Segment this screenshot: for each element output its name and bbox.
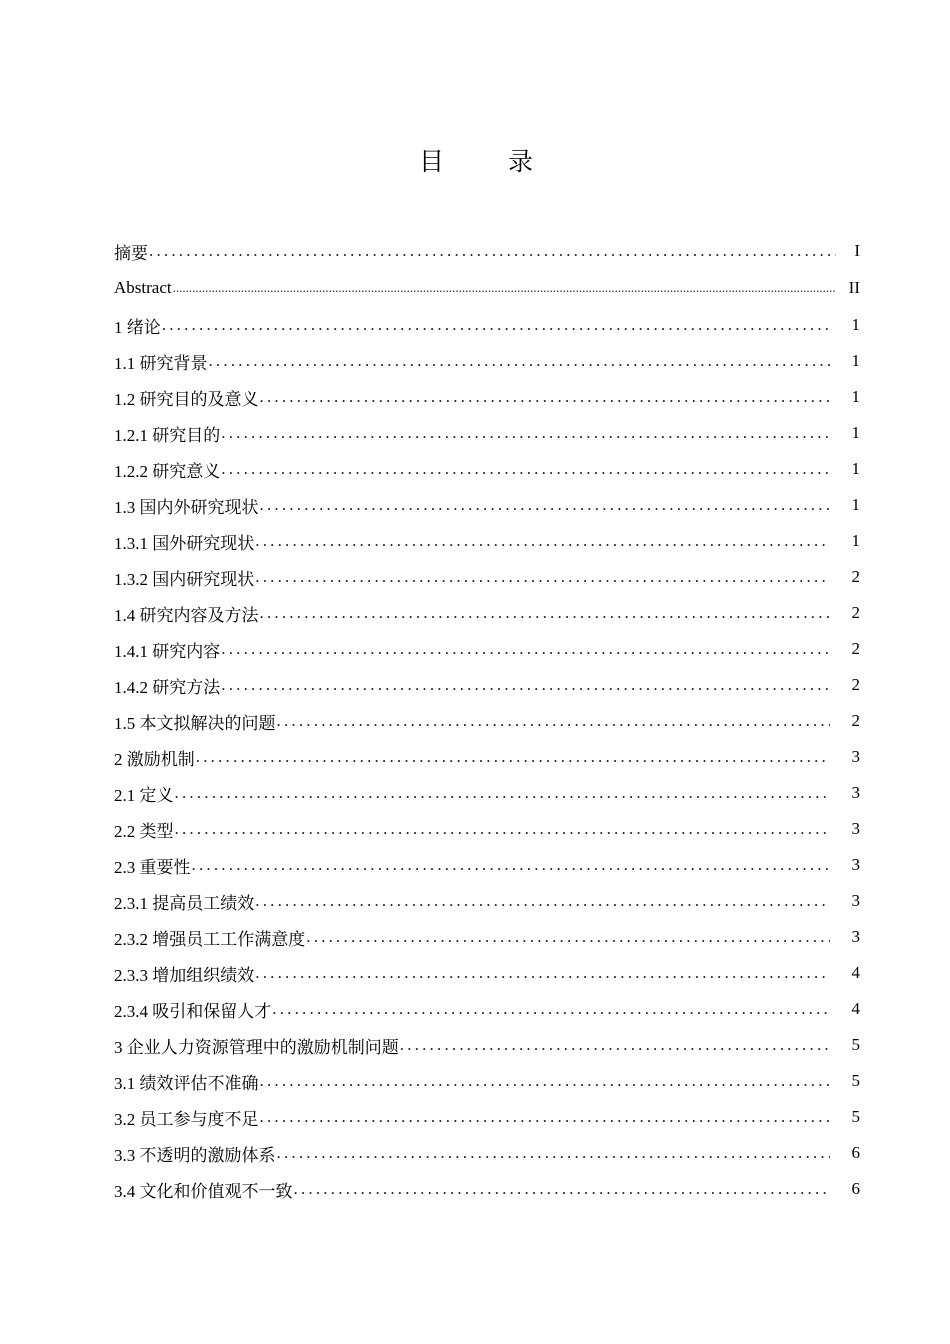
toc-entry[interactable] xyxy=(114,703,860,739)
toc-entry-label: 2.3.3 增加组织绩效 xyxy=(114,965,255,985)
toc-leader-dots xyxy=(175,783,831,803)
toc-leader-dots xyxy=(149,241,836,261)
toc-leader-dots xyxy=(255,891,830,911)
toc-entry[interactable] xyxy=(114,233,860,269)
toc-entry-page: 2 xyxy=(851,675,860,694)
toc-leader-dots xyxy=(260,495,831,515)
toc-entry-label: Abstract xyxy=(114,278,172,297)
toc-entry-label: 1.2.2 研究意义 xyxy=(114,461,221,481)
toc-leader-dots xyxy=(162,315,830,335)
toc-entry[interactable] xyxy=(114,847,860,883)
toc-entry[interactable] xyxy=(114,919,860,955)
toc-leader-dots xyxy=(400,1035,830,1055)
toc-entry-label: 1.3.2 国内研究现状 xyxy=(114,569,255,589)
toc-entry-page: 5 xyxy=(851,1107,860,1126)
toc-entry-page: 5 xyxy=(851,1035,860,1054)
toc-entry-label: 2.1 定义 xyxy=(114,785,174,805)
toc-entry-label: 1.1 研究背景 xyxy=(114,353,208,373)
toc-entry[interactable] xyxy=(114,1135,860,1171)
toc-entry[interactable] xyxy=(114,343,860,379)
toc-entry-page: 1 xyxy=(851,423,860,442)
toc-entry[interactable] xyxy=(114,1063,860,1099)
toc-leader-dots xyxy=(260,1107,831,1127)
toc-entry-page: 4 xyxy=(851,963,860,982)
toc-entry-label: 1.2 研究目的及意义 xyxy=(114,389,259,409)
toc-entry-label: 1.4.2 研究方法 xyxy=(114,677,221,697)
toc-leader-dots xyxy=(255,963,830,983)
toc-entry-label: 3.3 不透明的激励体系 xyxy=(114,1145,276,1165)
toc-leader-dots xyxy=(221,459,830,479)
toc-entry-page: 6 xyxy=(851,1179,860,1198)
toc-entry-label: 1.4.1 研究内容 xyxy=(114,641,221,661)
toc-list xyxy=(114,233,860,1207)
toc-entry-label: 1.5 本文拟解决的问题 xyxy=(114,713,276,733)
toc-entry[interactable] xyxy=(114,595,860,631)
toc-title: 目 录 xyxy=(419,147,561,176)
toc-entry[interactable] xyxy=(114,631,860,667)
toc-entry-page: 5 xyxy=(851,1071,860,1090)
toc-entry[interactable] xyxy=(114,739,860,775)
toc-leader-dots xyxy=(209,351,831,371)
toc-entry-page: 3 xyxy=(851,819,860,838)
toc-entry-label: 1 绪论 xyxy=(114,317,161,337)
toc-entry-label: 2.2 类型 xyxy=(114,821,174,841)
toc-entry[interactable] xyxy=(114,955,860,991)
toc-entry[interactable] xyxy=(114,883,860,919)
toc-leader-dots xyxy=(192,855,831,875)
toc-entry-label: 2 激励机制 xyxy=(114,749,195,769)
toc-entry-label: 3.4 文化和价值观不一致 xyxy=(114,1181,293,1201)
toc-leader-dots xyxy=(277,1143,831,1163)
toc-entry-page: 2 xyxy=(851,603,860,622)
toc-entry-page: 4 xyxy=(851,999,860,1018)
toc-entry-page: I xyxy=(854,241,860,260)
toc-entry-page: 1 xyxy=(851,495,860,514)
toc-entry-label: 1.2.1 研究目的 xyxy=(114,425,221,445)
toc-entry-page: II xyxy=(848,278,860,297)
toc-entry-page: 3 xyxy=(851,855,860,874)
toc-entry[interactable] xyxy=(114,667,860,703)
toc-leader-dots xyxy=(272,999,830,1019)
toc-entry-page: 3 xyxy=(851,783,860,802)
toc-entry-page: 2 xyxy=(851,711,860,730)
toc-leader-dots xyxy=(221,639,830,659)
toc-leader-dots xyxy=(221,675,830,695)
toc-leader-dots xyxy=(255,567,830,587)
toc-leader-dots xyxy=(260,1071,831,1091)
toc-entry[interactable] xyxy=(114,991,860,1027)
toc-entry-label: 3 企业人力资源管理中的激励机制问题 xyxy=(114,1037,399,1057)
toc-entry-label: 2.3.2 增强员工工作满意度 xyxy=(114,929,306,949)
toc-entry-label: 2.3 重要性 xyxy=(114,857,191,877)
toc-leader-dots xyxy=(196,747,830,767)
toc-entry-page: 3 xyxy=(851,927,860,946)
toc-entry[interactable] xyxy=(114,523,860,559)
toc-entry[interactable] xyxy=(114,451,860,487)
toc-entry-label: 1.3.1 国外研究现状 xyxy=(114,533,255,553)
toc-entry-page: 1 xyxy=(851,351,860,370)
toc-entry-label: 1.3 国内外研究现状 xyxy=(114,497,259,517)
toc-entry-page: 2 xyxy=(851,567,860,586)
toc-leader-dots xyxy=(277,711,831,731)
toc-entry[interactable] xyxy=(114,1027,860,1063)
toc-entry-page: 3 xyxy=(851,891,860,910)
toc-entry-page: 1 xyxy=(851,531,860,550)
toc-entry[interactable] xyxy=(114,379,860,415)
toc-entry[interactable] xyxy=(114,269,860,307)
toc-entry-label: 1.4 研究内容及方法 xyxy=(114,605,259,625)
toc-entry-label: 3.1 绩效评估不准确 xyxy=(114,1073,259,1093)
toc-entry[interactable] xyxy=(114,1099,860,1135)
toc-entry-label: 2.3.4 吸引和保留人才 xyxy=(114,1001,272,1021)
toc-entry[interactable] xyxy=(114,487,860,523)
toc-leader-dots xyxy=(173,280,836,296)
toc-leader-dots xyxy=(255,531,830,551)
toc-entry-page: 1 xyxy=(851,315,860,334)
toc-entry[interactable] xyxy=(114,811,860,847)
toc-entry[interactable] xyxy=(114,1171,860,1207)
toc-entry[interactable] xyxy=(114,307,860,343)
toc-entry-label: 摘要 xyxy=(114,243,148,263)
toc-leader-dots xyxy=(221,423,830,443)
toc-entry-label: 3.2 员工参与度不足 xyxy=(114,1109,259,1129)
toc-entry[interactable] xyxy=(114,775,860,811)
toc-entry-page: 1 xyxy=(851,387,860,406)
toc-leader-dots xyxy=(306,927,830,947)
toc-leader-dots xyxy=(175,819,831,839)
toc-leader-dots xyxy=(260,603,831,623)
toc-entry[interactable] xyxy=(114,415,860,451)
toc-entry[interactable] xyxy=(114,559,860,595)
toc-leader-dots xyxy=(294,1179,831,1199)
toc-entry-page: 1 xyxy=(851,459,860,478)
toc-entry-page: 3 xyxy=(851,747,860,766)
toc-entry-label: 2.3.1 提高员工绩效 xyxy=(114,893,255,913)
toc-entry-page: 6 xyxy=(851,1143,860,1162)
toc-entry-page: 2 xyxy=(851,639,860,658)
toc-leader-dots xyxy=(260,387,831,407)
